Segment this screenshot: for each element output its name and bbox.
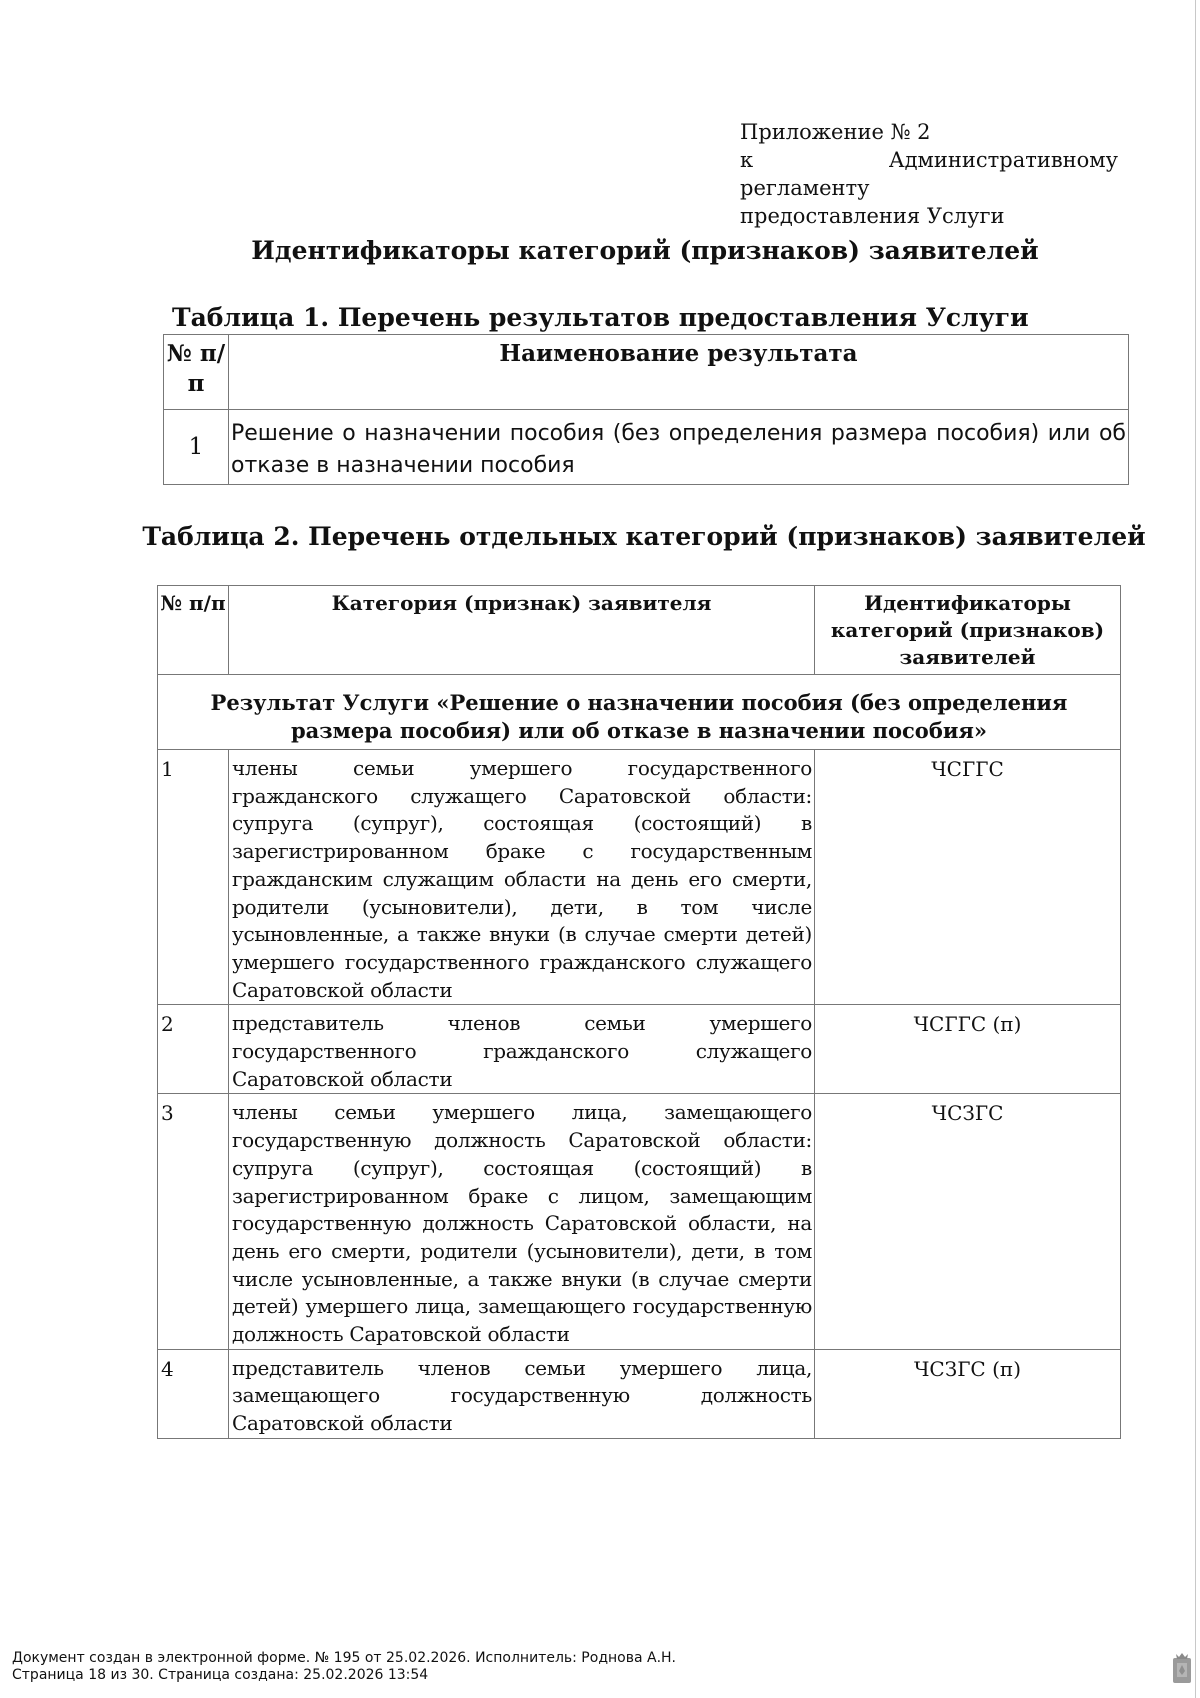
appendix-line-3: предоставления Услуги — [740, 204, 1005, 228]
appendix-line-1: Приложение № 2 — [740, 120, 931, 144]
appendix-line-2: к Административному регламенту — [740, 148, 1118, 200]
row-number: 2 — [158, 1005, 229, 1094]
header-category: Категория (признак) заявителя — [229, 586, 815, 675]
table-row — [158, 1094, 1121, 1349]
result-row-text: Результат Услуги «Решение о назначении пособия (без определения размера пособия) или об отказе в назначении пособия» — [158, 675, 1121, 750]
table-row — [158, 750, 1121, 1005]
row-result-name: Решение о назначении пособия (без определения размера пособия) или об отказе в назначении пособия — [229, 410, 1129, 485]
row-identifier: ЧСГГС — [815, 750, 1121, 1005]
header-identifier: Идентификаторы категорий (признаков) заявителей — [815, 586, 1121, 675]
row-number: 3 — [158, 1094, 229, 1349]
appendix-header — [740, 118, 1118, 230]
coat-of-arms-icon — [1172, 1650, 1192, 1684]
table-header-row — [158, 586, 1121, 675]
header-number: № п/п — [158, 586, 229, 675]
footer-line-2: Страница 18 из 30. Страница создана: 25.02.2026 13:54 — [12, 1667, 429, 1683]
categories-table — [157, 585, 1121, 1439]
row-number: 4 — [158, 1349, 229, 1438]
row-category: члены семьи умершего государственного гражданского служащего Саратовской области: супруга (супруг), состоящая (состоящий) в зарегистрированном браке с государственным гражданским служащим области на день его смерти, родители (усыновители), дети, в том числе усыновленные, а также внуки (в случае смерти детей) умершего государственного гражданского служащего Саратовской области — [229, 750, 815, 1005]
results-table — [163, 334, 1129, 485]
row-identifier: ЧСЗГС — [815, 1094, 1121, 1349]
table-row — [158, 1005, 1121, 1094]
row-category: представитель членов семьи умершего лица, замещающего государственную должность Саратовской области — [229, 1349, 815, 1438]
table-row — [158, 1349, 1121, 1438]
row-number: 1 — [164, 410, 229, 485]
document-title: Идентификаторы категорий (признаков) заявителей — [251, 236, 1039, 265]
header-number: № п/п — [164, 335, 229, 410]
table1-caption: Таблица 1. Перечень результатов предоставления Услуги — [172, 303, 1029, 332]
row-number: 1 — [158, 750, 229, 1005]
header-result-name: Наименование результата — [229, 335, 1129, 410]
table-header-row — [164, 335, 1129, 410]
row-category: члены семьи умершего лица, замещающего государственную должность Саратовской области: супруга (супруг), состоящая (состоящий) в зарегистрированном браке с лицом, замещающим государственную должность Саратовской области, на день его смерти, родители (усыновители), дети, в том числе усыновленные, а также внуки (в случае смерти детей) умершего лица, замещающего государственную должность Саратовской области — [229, 1094, 815, 1349]
table2-caption: Таблица 2. Перечень отдельных категорий (признаков) заявителей — [142, 522, 1146, 551]
result-row — [158, 675, 1121, 750]
footer-line-1: Документ создан в электронной форме. № 195 от 25.02.2026. Исполнитель: Роднова А.Н. — [12, 1650, 677, 1666]
row-identifier: ЧСЗГС (п) — [815, 1349, 1121, 1438]
row-identifier: ЧСГГС (п) — [815, 1005, 1121, 1094]
document-footer — [12, 1650, 676, 1684]
table-row — [164, 410, 1129, 485]
row-category: представитель членов семьи умершего государственного гражданского служащего Саратовской области — [229, 1005, 815, 1094]
